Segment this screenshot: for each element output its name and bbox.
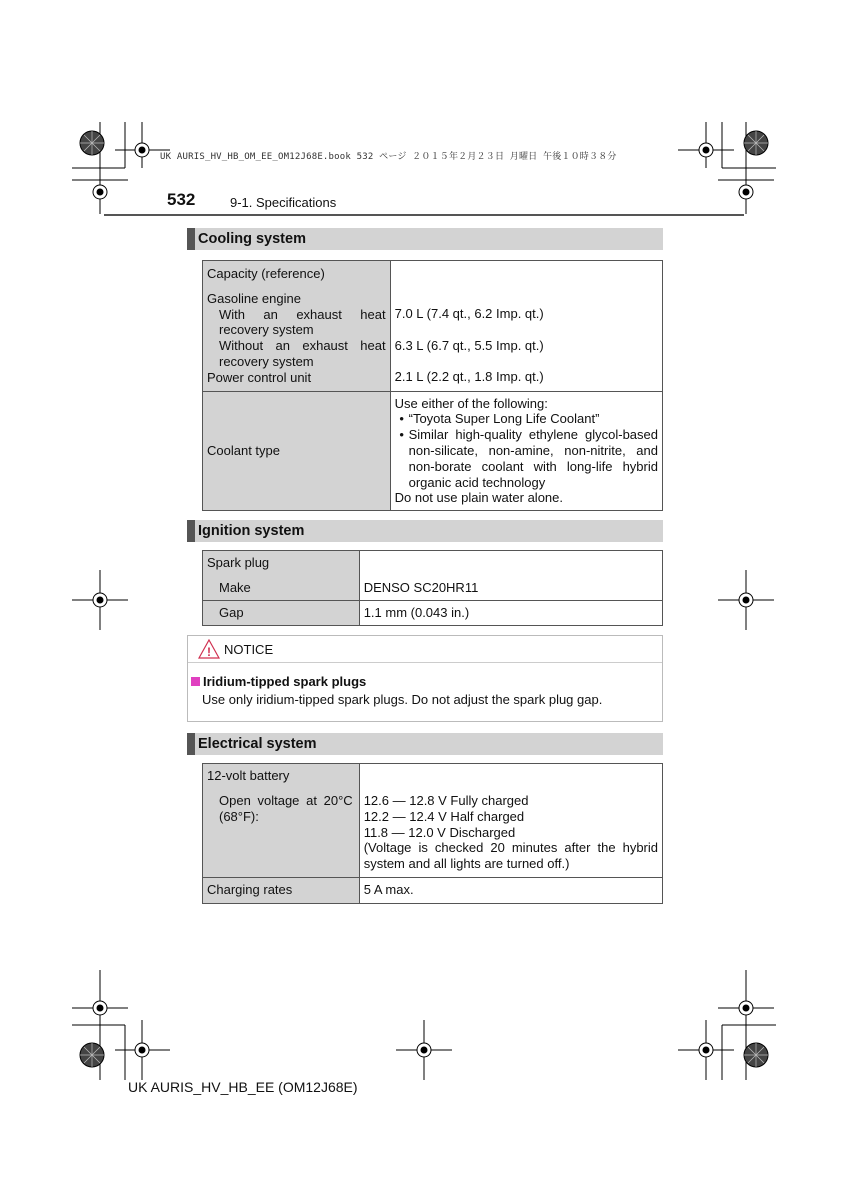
spark-plug-label: Spark plug [207, 555, 270, 570]
power-control-unit-value: 2.1 L (2.2 qt., 1.8 Imp. qt.) [394, 369, 544, 385]
ignition-system-table [202, 550, 663, 626]
voltage-fully-charged: 12.6 — 12.8 V Fully charged [363, 793, 529, 808]
notice-box [187, 635, 663, 722]
page-number: 532 [167, 190, 196, 209]
footer-code: UK AURIS_HV_HB_EE (OM12J68E) [128, 1079, 358, 1095]
section-heading: 9-1. Specifications [230, 195, 337, 210]
print-info-line: UK AURIS_HV_HB_OM_EE_OM12J68E.book 532 ページ ２０１５年２月２３日 月曜日 午後１０時３８分 [160, 152, 617, 162]
cooling-system-table [202, 260, 663, 511]
bullet-icon: • [399, 427, 404, 443]
charging-rates-label: Charging rates [207, 881, 293, 897]
without-exhaust-label: Without an exhaust heat recovery system [219, 338, 386, 369]
pink-square-icon [191, 677, 200, 686]
gap-label: Gap [219, 604, 244, 620]
without-exhaust-value: 6.3 L (6.7 qt., 5.5 Imp. qt.) [394, 337, 544, 353]
table-row [203, 600, 663, 625]
table-row [203, 877, 663, 903]
electrical-system-heading: Electrical system [187, 733, 663, 755]
bullet-icon: • [399, 411, 404, 427]
table-row [203, 551, 663, 601]
coolant-type-label: Coolant type [207, 442, 280, 458]
notice-label: NOTICE [224, 642, 274, 657]
cooling-system-heading: Cooling system [187, 228, 663, 250]
power-control-unit-label: Power control unit [207, 369, 312, 385]
coolant-option: • “Toyota Super Long Life Coolant” [395, 411, 658, 427]
table-row [203, 391, 663, 511]
ignition-system-heading: Ignition system [187, 520, 663, 542]
capacity-label: Capacity (reference) [207, 266, 325, 281]
gasoline-engine-label: Gasoline engine [207, 290, 301, 306]
notice-header [188, 636, 662, 663]
charging-rates-value: 5 A max. [363, 881, 414, 897]
coolant-intro: Use either of the following: [394, 395, 548, 411]
gap-value: 1.1 mm (0.043 in.) [363, 604, 470, 620]
notice-body: Use only iridium-tipped spark plugs. Do not adjust the spark plug gap. [202, 692, 603, 707]
with-exhaust-value: 7.0 L (7.4 qt., 6.2 Imp. qt.) [394, 306, 544, 321]
with-exhaust-label: With an exhaust heat recovery system [219, 306, 386, 338]
svg-text:!: ! [207, 645, 211, 659]
make-label: Make [219, 579, 251, 595]
voltage-discharged: 11.8 — 12.0 V Discharged [363, 824, 516, 840]
header-rule [104, 214, 744, 216]
table-row [203, 261, 663, 392]
battery-label: 12-volt battery [207, 768, 290, 783]
coolant-note: Do not use plain water alone. [394, 490, 563, 506]
warning-icon [198, 639, 220, 659]
open-voltage-label: Open voltage at 20°C (68°F): [219, 792, 353, 824]
table-row [203, 764, 663, 878]
make-value: DENSO SC20HR11 [363, 580, 479, 595]
voltage-half-charged: 12.2 — 12.4 V Half charged [363, 808, 525, 824]
notice-title: Iridium-tipped spark plugs [203, 674, 367, 689]
coolant-option: • Similar high-quality ethylene glycol-based non-silicate, non-amine, non-nitrite, and non-borate coolant with long-life hybrid organic acid technology [395, 427, 658, 490]
electrical-system-table [202, 763, 663, 904]
voltage-note: (Voltage is checked 20 minutes after the hybrid system and all lights are turned off.) [363, 840, 658, 872]
